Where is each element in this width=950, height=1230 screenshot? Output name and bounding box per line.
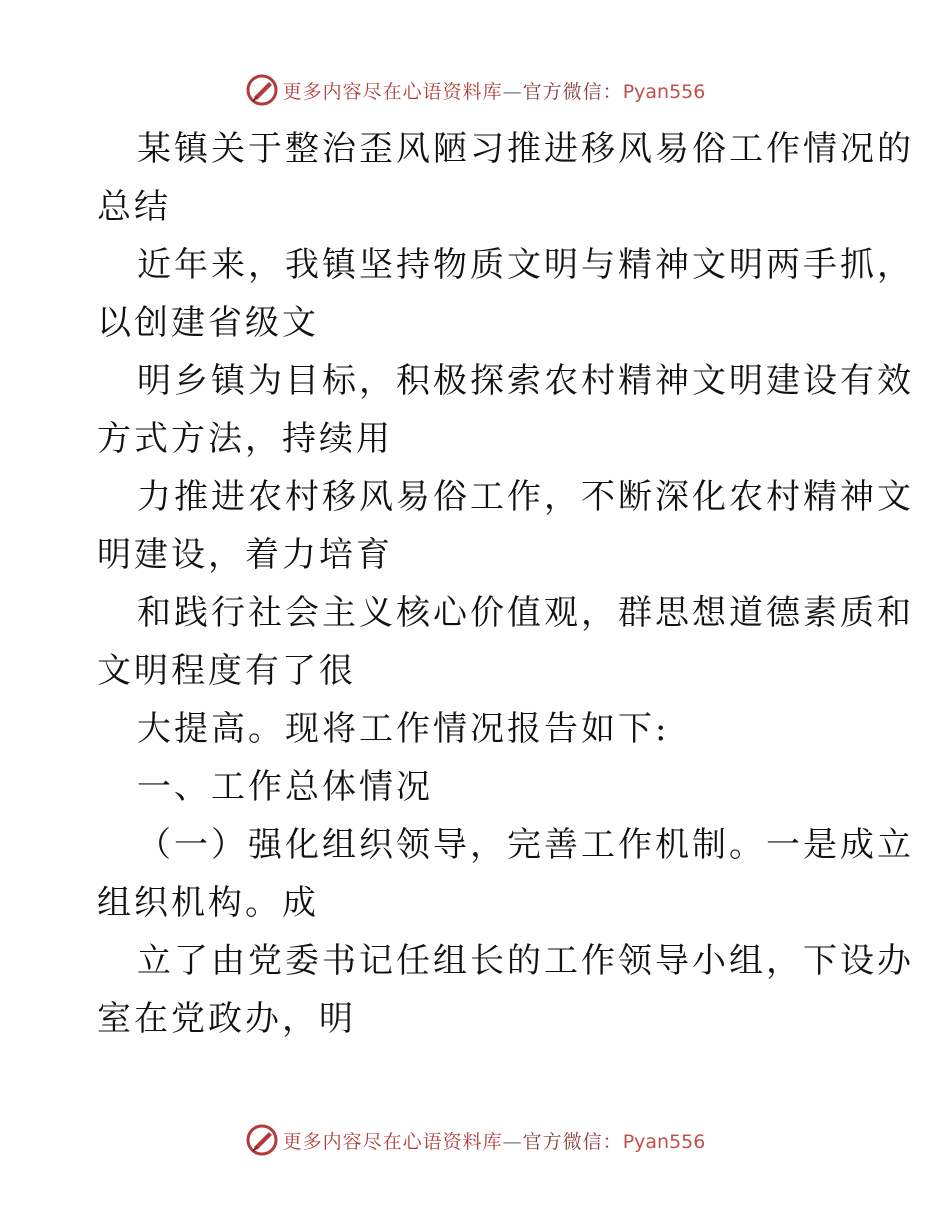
banner-wechat-id: Pyan556: [622, 80, 706, 103]
banner-separator: —: [502, 1130, 523, 1153]
text-line: 大提高。现将工作情况报告如下:: [137, 709, 670, 749]
header-banner: [0, 70, 950, 110]
text-line: 明建设，着力培育: [97, 535, 393, 575]
text-line: 和践行社会主义核心价值观，群思想道德素质和: [137, 593, 914, 633]
banner-wechat-label: 官方微信：: [522, 1130, 623, 1153]
text-line: 某镇关于整治歪风陋习推进移风易俗工作情况的: [137, 129, 914, 169]
text-line: 总结: [97, 187, 171, 227]
section-heading: 一、工作总体情况: [137, 767, 433, 807]
text-line: 立了由党委书记任组长的工作领导小组，下设办: [137, 941, 914, 981]
text-line: 明乡镇为目标，积极探索农村精神文明建设有效: [137, 361, 914, 401]
text-line: （一）强化组织领导，完善工作机制。一是成立: [137, 825, 914, 865]
text-line: 方式方法，持续用: [97, 419, 393, 459]
document-body: [97, 120, 914, 1048]
banner-wechat-id: Pyan556: [622, 1130, 706, 1153]
footer-banner: [0, 1120, 950, 1160]
text-line: 力推进农村移风易俗工作，不断深化农村精神文: [137, 477, 914, 517]
banner-main-text: 更多内容尽在心语资料库: [282, 80, 503, 103]
feather-pen-logo-icon: [245, 73, 279, 107]
text-line: 以创建省级文: [97, 303, 319, 343]
feather-pen-logo-icon: [245, 1123, 279, 1157]
banner-separator: —: [502, 80, 523, 103]
text-line: 近年来，我镇坚持物质文明与精神文明两手抓，: [137, 245, 914, 285]
banner-main-text: 更多内容尽在心语资料库: [282, 1130, 503, 1153]
text-line: 组织机构。成: [97, 883, 319, 923]
text-line: 室在党政办，明: [97, 999, 356, 1039]
banner-wechat-label: 官方微信：: [522, 80, 623, 103]
text-line: 文明程度有了很: [97, 651, 356, 691]
